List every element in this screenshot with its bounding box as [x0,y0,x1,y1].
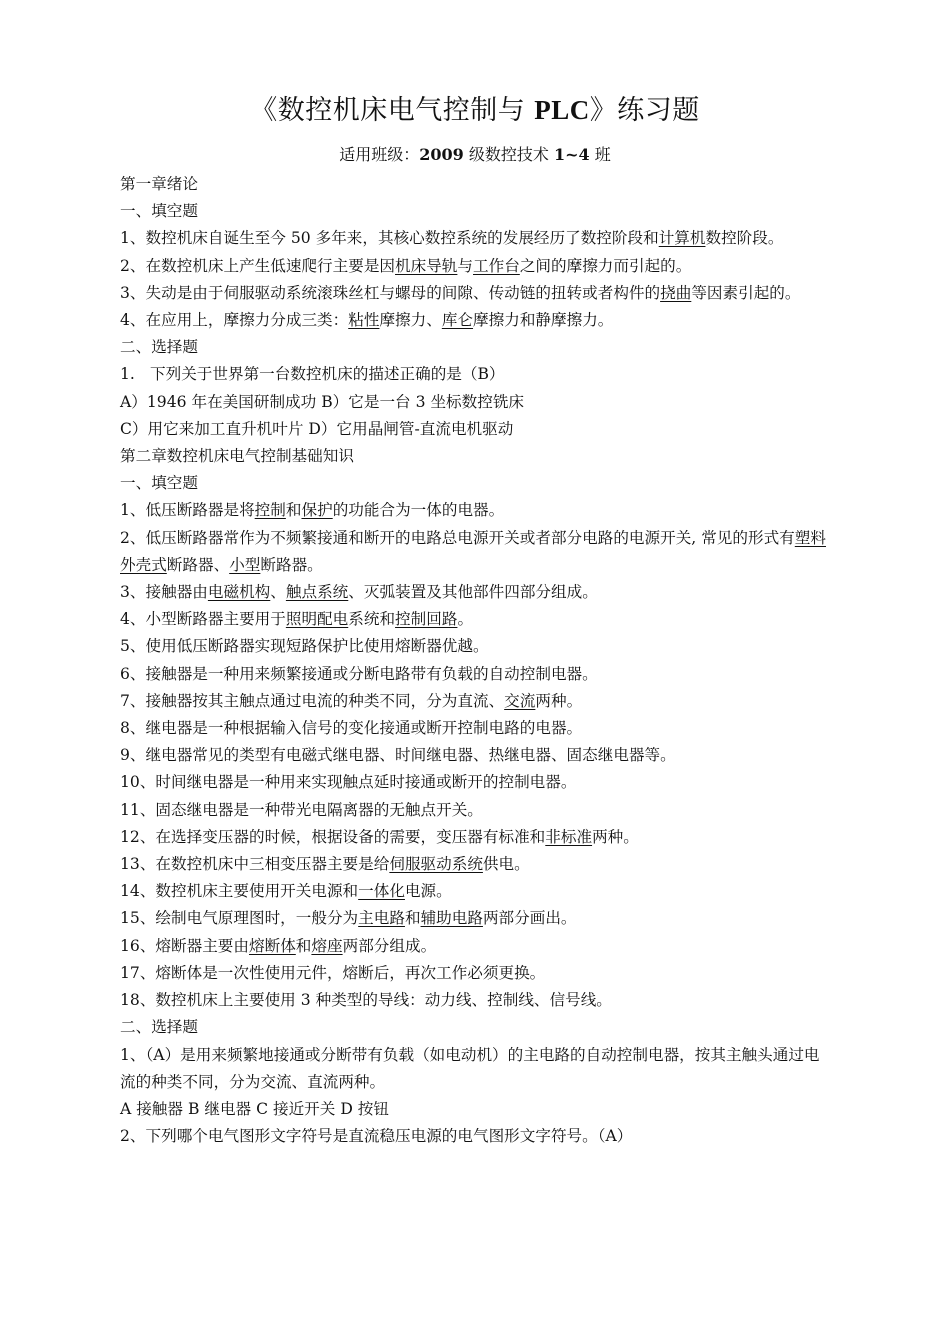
answer-blank: 照明配电 [285,610,349,629]
document-body [120,171,832,1150]
question-line: 5、使用低压断路器实现短路保护比使用熔断器优越。 [120,637,489,656]
answer-blank: 小型 [229,555,261,574]
answer-blank: 辅助电路 [420,909,483,928]
question-line: 4、在应用上，摩擦力分成三类：粘性摩擦力、库仑摩擦力和静摩擦力。 [120,311,614,330]
question-line: 6、接触器是一种用来频繁接通或分断电路带有负载的自动控制电器。 [120,664,598,683]
question-line: 2、在数控机床上产生低速爬行主要是因机床导轨与工作台之间的摩擦力而引起的。 [120,256,692,275]
section-heading: 一、填空题 [120,474,198,493]
question-line: 3、失动是由于伺服驱动系统滚珠丝杠与螺母的间隙、传动链的扭转或者构件的挠曲等因素引起的。 [120,283,801,302]
section-heading: 二、选择题 [120,338,198,357]
answer-blank: 保护 [301,501,333,520]
question-line: 17、熔断体是一次性使用元件，熔断后，再次工作必须更换。 [120,963,546,982]
subtitle-part: 适用班级： [339,145,420,164]
answer-blank: 控制 [254,501,286,520]
section-heading: 一、填空题 [120,202,198,221]
question-line: 8、继电器是一种根据输入信号的变化接通或断开控制电路的电器。 [120,719,583,738]
answer-blank: 主电路 [358,909,405,928]
question-line: 2、低压断路器常作为不频繁接通和断开的电路总电源开关或者部分电路的电源开关, 常见的形式有塑料外壳式断路器、小型断路器。 [120,528,826,574]
question-line: 14、数控机床主要使用开关电源和一体化电源。 [120,882,452,901]
answer-blank: 伺服驱动系统 [389,855,483,874]
answer-blank: 熔座 [311,936,343,955]
answer-blank: 工作台 [473,256,520,275]
chapter-heading: 第一章绪论 [120,175,198,193]
question-line: 15、绘制电气原理图时，一般分为主电路和辅助电路两部分画出。 [120,909,577,928]
answer-blank: 触点系统 [285,583,349,602]
document-subtitle [0,143,950,167]
answer-blank: 交流 [504,691,536,710]
question-line: 9、继电器常见的类型有电磁式继电器、时间继电器、热继电器、固态继电器等。 [120,746,676,765]
answer-blank: 电磁机构 [207,583,271,602]
question-line: 18、数控机床上主要使用 3 种类型的导线：动力线、控制线、信号线。 [120,991,612,1010]
subtitle-part: 班 [589,145,611,164]
option-line: A 接触器 B 继电器 C 接近开关 D 按钮 [120,1099,389,1118]
option-line: A）1946 年在美国研制成功 B）它是一台 3 坐标数控铣床 [120,392,525,411]
answer-blank: 塑料外壳式 [120,528,826,574]
answer-blank: 一体化 [358,882,405,901]
question-line: 4、小型断路器主要用于照明配电系统和控制回路。 [120,610,474,629]
question-line: 11、固态继电器是一种带光电隔离器的无触点开关。 [120,800,483,819]
question-line: 2、下列哪个电气图形文字符号是直流稳压电源的电气图形文字符号。（A） [120,1127,633,1146]
answer-blank: 机床导轨 [395,256,458,275]
answer-blank: 库仑 [441,311,474,330]
question-line: 1、低压断路器是将控制和保护的功能合为一体的电器。 [120,501,505,520]
subtitle-part: 级数控技术 [463,145,554,164]
title-part: 《数控机床电气控制与 [250,95,535,126]
answer-blank: 挠曲 [660,283,692,302]
question-line: 1. 下列关于世界第一台数控机床的描述正确的是（B） [120,365,505,384]
chapter-heading: 第二章数控机床电气控制基础知识 [120,447,354,466]
question-line: 3、接触器由电磁机构、触点系统、灭弧装置及其他部件四部分组成。 [120,583,598,602]
question-line: 7、接触器按其主触点通过电流的种类不同，分为直流、交流两种。 [120,691,583,710]
option-line: C）用它来加工直升机叶片 D）它用晶闸管-直流电机驱动 [120,419,514,438]
subtitle-class: 1~4 [553,145,590,164]
question-line: 13、在数控机床中三相变压器主要是给伺服驱动系统供电。 [120,855,530,874]
subtitle-year: 2009 [419,145,464,164]
answer-blank: 控制回路 [395,610,458,629]
answer-blank: 熔断体 [249,936,296,955]
section-heading: 二、选择题 [120,1018,198,1037]
question-line: 1、（A）是用来频繁地接通或分断带有负载（如电动机）的主电路的自动控制电器，按其主触头通过电流的种类不同，分为交流、直流两种。 [120,1045,820,1091]
question-line: 16、熔断器主要由熔断体和熔座两部分组成。 [120,936,437,955]
question-line: 12、在选择变压器的时候，根据设备的需要，变压器有标准和非标准两种。 [120,827,639,846]
answer-blank: 粘性 [348,311,380,330]
question-line: 1、数控机床自诞生至今 50 多年来，其核心数控系统的发展经历了数控阶段和计算机数控阶段。 [120,229,784,248]
title-part: 》练习题 [589,95,700,126]
answer-blank: 非标准 [545,827,593,846]
answer-blank: 计算机 [658,229,706,248]
document-title [0,90,950,131]
title-bold-part: PLC [534,95,590,125]
question-line: 10、时间继电器是一种用来实现触点延时接通或断开的控制电器。 [120,773,577,792]
